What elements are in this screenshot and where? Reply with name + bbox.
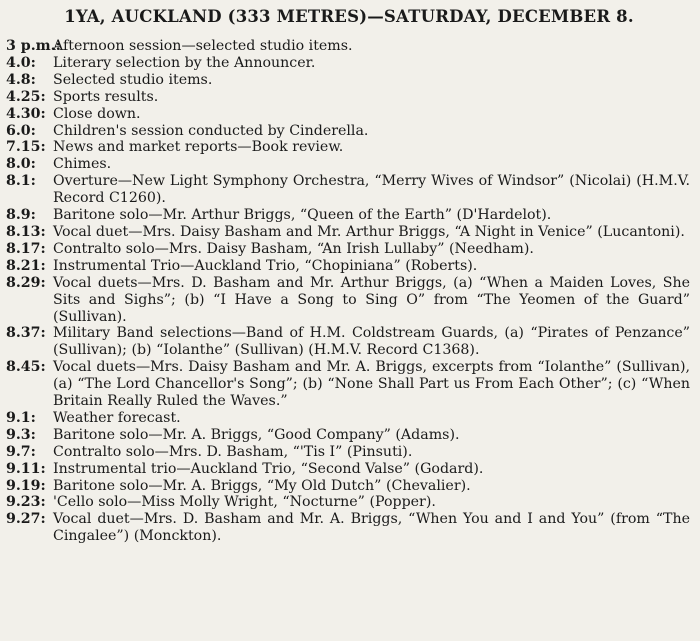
entry-description: Literary selection by the Announcer. (53, 54, 316, 71)
entry-description: Baritone solo—Mr. A. Briggs, “Good Company” (Adams). (53, 426, 460, 443)
program-entry (6, 258, 692, 275)
entry-description: Vocal duets—Mrs. Daisy Basham and Mr. A. Briggs, excerpts from “Iolanthe” (Sullivan), (a) “The Lord Chancellor's Song”; (b) “None Shall Part us From Each Other”; (c) “When Britain Really Ruled the Waves.” (53, 359, 690, 410)
entry-time: 9.23: (6, 494, 46, 511)
entry-time: 9.11: (6, 460, 46, 477)
entry-description: Vocal duet—Mrs. D. Basham and Mr. A. Briggs, “When You and I and You” (from “The Cingalee”) (Monckton). (53, 511, 690, 545)
entry-time: 9.3: (6, 426, 36, 443)
entry-time: 8.1: (6, 173, 36, 190)
program-entry (6, 478, 692, 495)
program-entry (6, 207, 692, 224)
entry-time: 4.25: (6, 88, 46, 105)
program-entry (6, 55, 692, 72)
entry-time: 6.0: (6, 122, 36, 139)
program-entry (6, 359, 692, 410)
program-entry (6, 173, 692, 207)
entry-description: Weather forecast. (53, 409, 181, 426)
program-entry (6, 410, 692, 427)
program-entry (6, 38, 692, 55)
entry-description: Chimes. (53, 156, 112, 173)
entry-time: 8.13: (6, 223, 46, 240)
program-entry (6, 444, 692, 461)
entry-time: 7.15: (6, 139, 46, 156)
program-entry (6, 123, 692, 140)
entry-time: 8.45: (6, 359, 46, 376)
entry-description: Vocal duet—Mrs. Daisy Basham and Mr. Arthur Briggs, “A Night in Venice” (Lucantoni). (53, 223, 685, 240)
program-entry (6, 461, 692, 478)
program-entry (6, 72, 692, 89)
program-entry (6, 224, 692, 241)
program-entry (6, 494, 692, 511)
entry-description: Baritone solo—Mr. Arthur Briggs, “Queen of the Earth” (D'Hardelot). (53, 207, 552, 224)
entry-time: 9.27: (6, 511, 46, 528)
entry-time: 4.0: (6, 54, 36, 71)
entry-description: Selected studio items. (53, 71, 213, 88)
entry-description: Afternoon session—selected studio items. (53, 38, 353, 54)
program-entry (6, 427, 692, 444)
entry-time: 8.17: (6, 240, 46, 257)
entry-description: Baritone solo—Mr. A. Briggs, “My Old Dutch” (Chevalier). (53, 477, 471, 494)
program-entry (6, 275, 692, 326)
entry-description: Instrumental Trio—Auckland Trio, “Chopiniana” (Roberts). (53, 257, 478, 274)
entry-time: 9.1: (6, 409, 36, 426)
entry-description: Close down. (53, 105, 141, 122)
entry-description: Overture—New Light Symphony Orchestra, “Merry Wives of Windsor” (Nicolai) (H.M.V. Record C1260). (53, 173, 690, 207)
entry-time: 4.8: (6, 71, 36, 88)
entry-time: 8.9: (6, 207, 36, 224)
entry-description: Children's session conducted by Cinderella. (53, 122, 369, 139)
entry-time: 9.19: (6, 477, 46, 494)
program-entry (6, 139, 692, 156)
entry-description: Contralto solo—Mrs. D. Basham, “'Tis I” (Pinsuti). (53, 443, 413, 460)
program-entry (6, 511, 692, 545)
program-entry (6, 156, 692, 173)
entry-time: 8.0: (6, 156, 36, 173)
entry-description: Contralto solo—Mrs. Daisy Basham, “An Irish Lullaby” (Needham). (53, 240, 534, 257)
entry-time: 3 p.m.: (6, 38, 61, 54)
entry-description: Instrumental trio—Auckland Trio, “Second Valse” (Godard). (53, 460, 484, 477)
entry-time: 8.37: (6, 325, 46, 342)
program-entry (6, 89, 692, 106)
station-heading: 1YA, AUCKLAND (333 METRES)—SATURDAY, DECEMBER 8. (64, 7, 634, 26)
entry-time: 4.30: (6, 105, 46, 122)
entry-time: 9.7: (6, 443, 36, 460)
entry-description: Vocal duets—Mrs. D. Basham and Mr. Arthur Briggs, (a) “When a Maiden Loves, She Sits and Sighs”; (b) “I Have a Song to Sing O” from “The Yeomen of the Guard” (Sullivan). (53, 274, 690, 325)
entry-description: 'Cello solo—Miss Molly Wright, “Nocturne” (Popper). (53, 494, 436, 511)
entry-description: News and market reports—Book review. (53, 139, 344, 156)
program-entry (6, 325, 692, 359)
entry-time: 8.29: (6, 274, 46, 291)
program-list (6, 38, 692, 545)
entry-description: Sports results. (53, 88, 159, 105)
program-entry (6, 241, 692, 258)
program-entry (6, 106, 692, 123)
entry-time: 8.21: (6, 257, 46, 274)
entry-description: Military Band selections—Band of H.M. Coldstream Guards, (a) “Pirates of Penzance” (Sullivan); (b) “Iolanthe” (Sullivan) (H.M.V. Record C1368). (53, 325, 690, 359)
